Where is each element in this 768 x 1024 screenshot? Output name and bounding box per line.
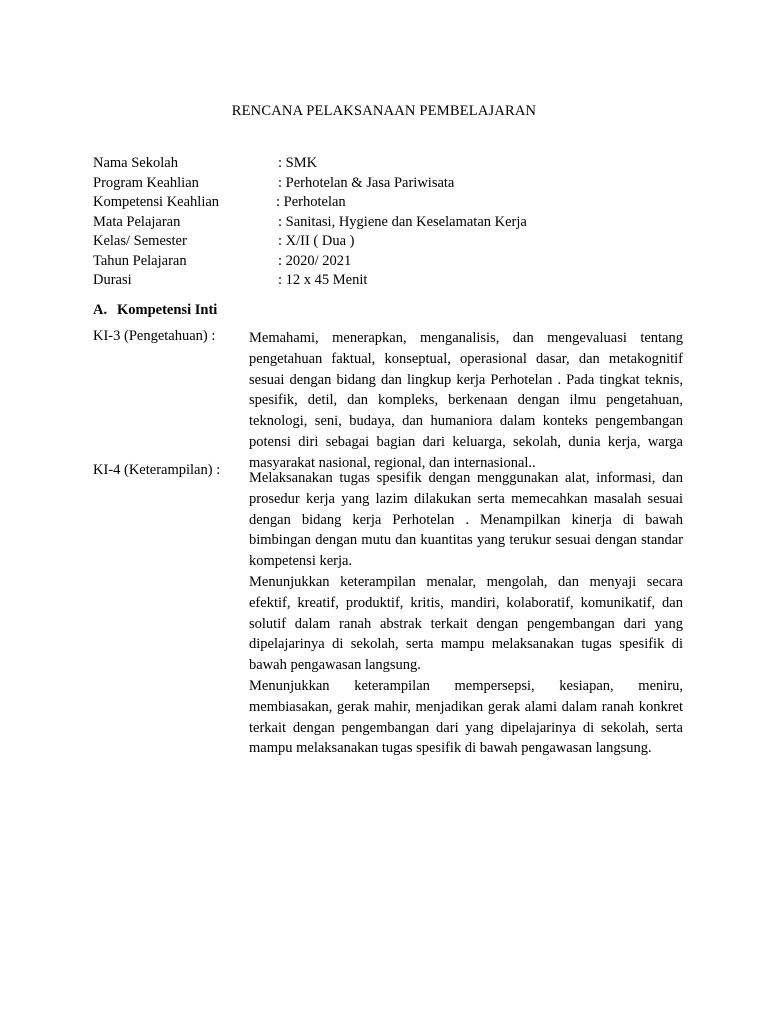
section-number: A. [93, 302, 108, 318]
info-row-kompetensi-keahlian [93, 193, 693, 213]
info-value: : 12 x 45 Menit [278, 272, 368, 288]
info-row-nama-sekolah [93, 154, 693, 174]
ki4-paragraph: Melaksanakan tugas spesifik dengan menggunakan alat, informasi, dan prosedur kerja yang lazim dilakukan serta memecahkan masalah sesuai dengan bidang kerja Perhotelan . Menampilkan kinerja di bawah bimbingan dengan mutu dan kuantitas yang terukur sesuai dengan standar kompetensi kerja. [249, 470, 683, 570]
ki3-paragraph: Memahami, menerapkan, menganalisis, dan mengevaluasi tentang pengetahuan faktual, konseptual, operasional dasar, dan metakognitif sesuai dengan bidang dan lingkup kerja Perhotelan . Pada tingkat teknis, spesifik, detil, dan kompleks, berkenaan dengan ilmu pengetahuan, teknologi, seni, budaya, dan humaniora dalam konteks pengembangan potensi diri sebagai bagian dari keluarga, sekolah, dunia kerja, warga masyarakat nasional, regional, dan internasional.. [249, 330, 683, 471]
info-value: : Sanitasi, Hygiene dan Keselamatan Kerja [278, 213, 527, 230]
ki4-paragraph: Menunjukkan keterampilan mempersepsi, kesiapan, meniru, membiasakan, gerak mahir, menjadikan gerak alami dalam ranah konkret terkait dengan pengembangan dari yang dipelajarinya di sekolah, serta mampu melaksanakan tugas spesifik di bawah pengawasan langsung. [249, 678, 683, 757]
identity-table [93, 154, 693, 291]
ki3-label: KI-3 (Pengetahuan) : [93, 328, 216, 344]
info-label: Mata Pelajaran [93, 213, 181, 230]
ki4-paragraph: Menunjukkan keterampilan menalar, mengolah, dan menyaji secara efektif, kreatif, produktif, kritis, mandiri, kolaboratif, komunikatif, dan solutif dalam ranah abstrak terkait dengan pengembangan dari yang dipelajarinya di sekolah, serta mampu melaksanakan tugas spesifik di bawah pengawasan langsung. [249, 574, 683, 674]
info-label: Kelas/ Semester [93, 233, 187, 249]
info-row-kelas-semester [93, 232, 693, 252]
info-value: : Perhotelan [276, 194, 346, 210]
info-row-durasi [93, 271, 693, 291]
section-heading-kompetensi-inti [93, 302, 217, 319]
info-label: Durasi [93, 272, 132, 288]
section-heading-text: Kompetensi Inti [117, 302, 218, 318]
document-title: RENCANA PELAKSANAAN PEMBELAJARAN [231, 103, 537, 119]
info-value: : Perhotelan & Jasa Pariwisata [278, 174, 455, 191]
info-label: Nama Sekolah [93, 155, 178, 171]
info-row-mata-pelajaran [93, 213, 693, 233]
info-row-tahun-pelajaran [93, 252, 693, 272]
ki4-label: KI-4 (Keterampilan) : [93, 462, 221, 478]
info-value: : X/II ( Dua ) [278, 233, 355, 249]
info-label: Kompetensi Keahlian [93, 194, 220, 210]
info-label: Program Keahlian [93, 174, 199, 191]
info-label: Tahun Pelajaran [93, 252, 187, 269]
info-value: : SMK [278, 155, 318, 171]
info-row-program-keahlian [93, 174, 693, 194]
info-value: : 2020/ 2021 [278, 252, 352, 269]
